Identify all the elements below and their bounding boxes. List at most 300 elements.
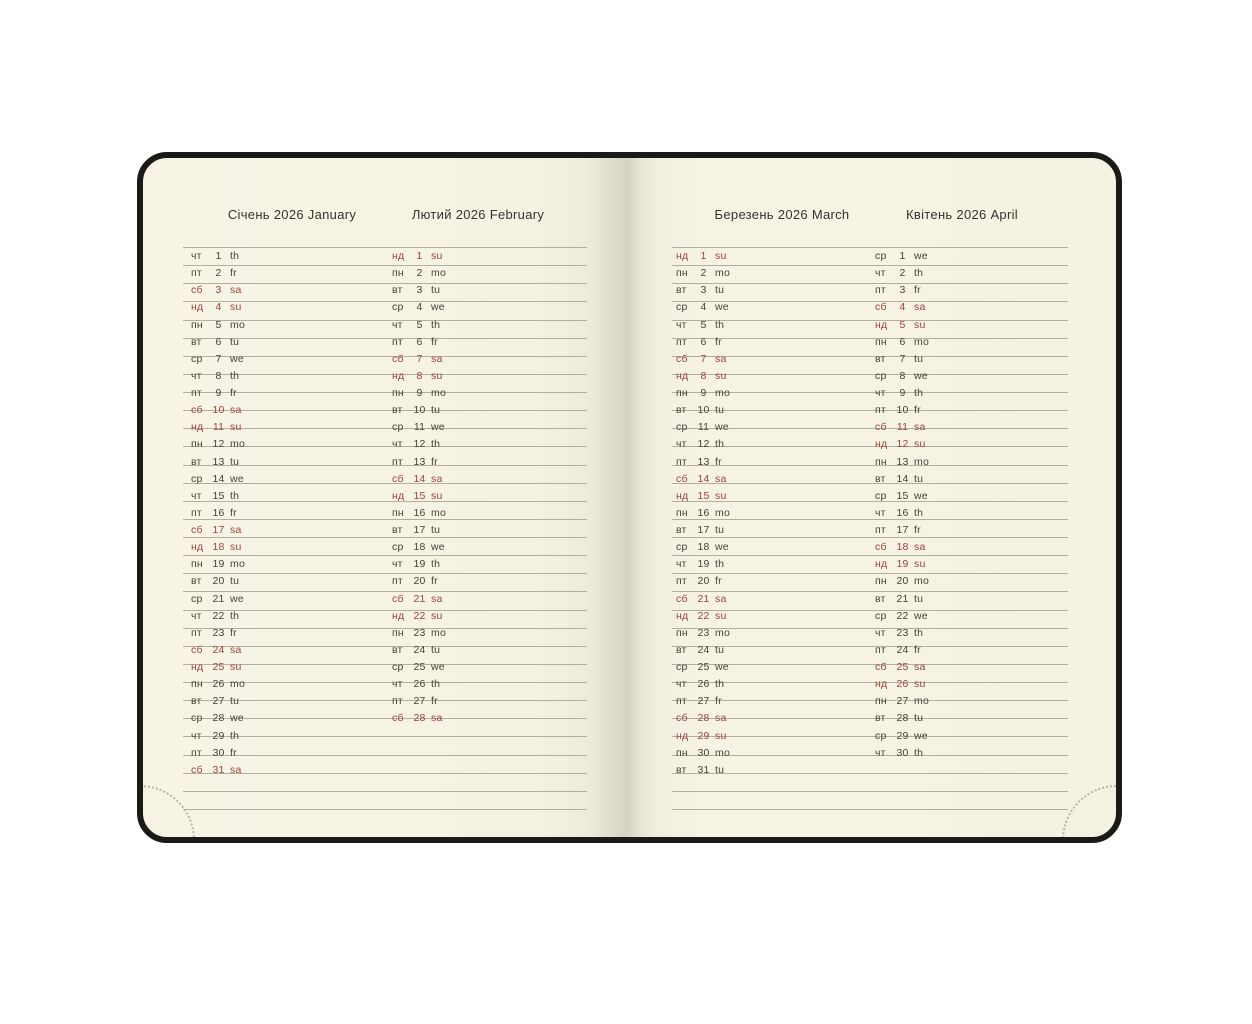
day-abbr-en: fr	[914, 524, 921, 536]
rule-line	[672, 266, 1068, 284]
day-row-april-3	[875, 282, 929, 299]
day-abbr-en: we	[431, 541, 445, 554]
day-abbr-ua: нд	[191, 661, 204, 673]
day-row-january-25	[191, 659, 245, 676]
day-row-april-15	[875, 488, 929, 505]
day-number: 22	[896, 609, 909, 622]
day-row-april-20	[875, 573, 929, 590]
day-number: 29	[212, 729, 225, 742]
day-abbr-ua: вт	[392, 284, 403, 297]
day-row-april-2	[875, 265, 929, 282]
day-row-april-17	[875, 522, 929, 539]
day-abbr-en: tu	[715, 763, 725, 776]
day-abbr-en: th	[715, 678, 725, 691]
day-abbr-ua: вт	[392, 643, 403, 656]
day-number: 11	[896, 421, 909, 434]
day-abbr-en: sa	[431, 592, 443, 605]
day-row-march-19	[676, 556, 730, 573]
rule-line	[672, 737, 1068, 755]
day-number: 18	[212, 541, 225, 554]
day-abbr-ua: пн	[676, 746, 688, 759]
day-abbr-en: th	[715, 438, 725, 451]
day-number: 15	[212, 489, 225, 502]
day-number: 23	[896, 626, 909, 639]
day-abbr-en: th	[914, 626, 924, 639]
day-number: 10	[413, 404, 426, 417]
day-abbr-ua: чт	[191, 729, 202, 742]
day-abbr-en: su	[715, 489, 727, 502]
day-abbr-ua: нд	[191, 301, 204, 314]
day-number: 8	[700, 369, 707, 382]
day-abbr-en: th	[914, 746, 924, 759]
rule-line	[672, 538, 1068, 556]
day-row-january-6	[191, 334, 245, 351]
day-number: 16	[212, 506, 225, 519]
day-abbr-en: su	[715, 609, 727, 622]
day-row-february-11	[392, 419, 446, 436]
rule-line	[672, 502, 1068, 520]
day-row-april-19	[875, 556, 929, 573]
day-abbr-ua: пн	[392, 626, 404, 639]
day-number: 26	[896, 678, 909, 691]
day-abbr-ua: нд	[392, 250, 405, 262]
day-abbr-en: su	[230, 541, 242, 554]
rule-line	[672, 574, 1068, 592]
day-abbr-en: sa	[230, 404, 242, 417]
day-number: 13	[413, 455, 426, 468]
day-abbr-en: mo	[431, 626, 446, 639]
day-abbr-ua: пт	[676, 455, 687, 468]
day-number: 7	[899, 352, 906, 365]
day-row-march-16	[676, 505, 730, 522]
day-abbr-en: th	[914, 506, 924, 519]
day-abbr-ua: ср	[875, 489, 887, 502]
day-number: 14	[697, 472, 710, 485]
day-number: 19	[212, 558, 225, 571]
day-row-april-13	[875, 454, 929, 471]
day-number: 2	[899, 267, 906, 280]
day-number: 2	[700, 267, 707, 280]
day-abbr-en: sa	[914, 301, 926, 314]
day-abbr-en: sa	[914, 421, 926, 434]
day-row-february-19	[392, 556, 446, 573]
day-row-april-16	[875, 505, 929, 522]
day-row-march-18	[676, 539, 730, 556]
day-number: 4	[215, 301, 222, 314]
day-abbr-ua: чт	[191, 250, 202, 262]
day-row-february-20	[392, 573, 446, 590]
day-row-march-27	[676, 693, 730, 710]
day-abbr-ua: чт	[676, 438, 687, 451]
day-row-february-1	[392, 248, 446, 265]
rule-line	[672, 484, 1068, 502]
day-abbr-ua: ср	[191, 592, 203, 605]
day-abbr-ua: пн	[392, 267, 404, 280]
day-row-february-9	[392, 385, 446, 402]
day-abbr-ua: пт	[875, 524, 886, 536]
day-abbr-ua: пт	[875, 404, 886, 417]
day-number: 23	[413, 626, 426, 639]
day-row-february-26	[392, 676, 446, 693]
day-abbr-en: fr	[715, 575, 722, 588]
day-abbr-en: tu	[230, 335, 240, 348]
day-row-january-1	[191, 248, 245, 265]
day-row-january-7	[191, 351, 245, 368]
day-abbr-ua: чт	[191, 369, 202, 382]
day-row-march-1	[676, 248, 730, 265]
day-abbr-ua: вт	[875, 592, 886, 605]
day-abbr-ua: вт	[676, 404, 687, 417]
day-abbr-en: fr	[230, 746, 237, 759]
day-number: 28	[212, 712, 225, 725]
rule-line	[672, 592, 1068, 610]
day-number: 17	[896, 524, 909, 536]
day-row-march-26	[676, 676, 730, 693]
day-number: 14	[413, 472, 426, 485]
day-abbr-en: fr	[715, 695, 722, 708]
day-row-february-22	[392, 608, 446, 625]
day-number: 1	[700, 250, 707, 262]
day-number: 12	[212, 438, 225, 451]
day-row-march-14	[676, 471, 730, 488]
day-abbr-en: mo	[914, 575, 929, 588]
day-row-january-5	[191, 317, 245, 334]
rule-line	[672, 339, 1068, 357]
day-row-april-28	[875, 710, 929, 727]
day-abbr-ua: вт	[875, 472, 886, 485]
day-abbr-en: tu	[914, 472, 924, 485]
day-number: 15	[697, 489, 710, 502]
day-number: 27	[896, 695, 909, 708]
day-abbr-ua: сб	[676, 472, 688, 485]
rule-line	[672, 375, 1068, 393]
day-row-april-24	[875, 642, 929, 659]
day-abbr-en: th	[431, 558, 441, 571]
day-row-march-5	[676, 317, 730, 334]
day-abbr-ua: ср	[191, 472, 203, 485]
day-abbr-ua: нд	[676, 369, 689, 382]
day-abbr-en: fr	[914, 404, 921, 417]
day-number: 1	[215, 250, 222, 262]
day-row-february-21	[392, 591, 446, 608]
day-abbr-en: tu	[715, 524, 725, 536]
day-row-january-18	[191, 539, 245, 556]
day-abbr-ua: сб	[191, 404, 203, 417]
day-row-april-6	[875, 334, 929, 351]
january-day-list	[191, 248, 245, 779]
day-abbr-en: sa	[715, 472, 727, 485]
day-row-february-2	[392, 265, 446, 282]
day-abbr-ua: пт	[875, 643, 886, 656]
day-abbr-ua: чт	[875, 746, 886, 759]
day-row-january-16	[191, 505, 245, 522]
day-abbr-ua: нд	[875, 318, 888, 331]
day-abbr-ua: нд	[676, 250, 689, 262]
day-abbr-en: we	[230, 352, 244, 365]
day-row-march-20	[676, 573, 730, 590]
day-row-february-23	[392, 625, 446, 642]
day-number: 10	[212, 404, 225, 417]
day-number: 28	[697, 712, 710, 725]
day-abbr-en: we	[715, 661, 729, 673]
day-row-march-2	[676, 265, 730, 282]
day-row-march-8	[676, 368, 730, 385]
day-number: 18	[413, 541, 426, 554]
day-abbr-ua: нд	[191, 421, 204, 434]
day-abbr-ua: ср	[875, 729, 887, 742]
day-number: 13	[697, 455, 710, 468]
day-abbr-en: fr	[230, 506, 237, 519]
day-number: 15	[896, 489, 909, 502]
day-abbr-ua: чт	[191, 609, 202, 622]
day-abbr-ua: пн	[191, 438, 203, 451]
day-abbr-ua: ср	[392, 301, 404, 314]
day-row-february-25	[392, 659, 446, 676]
day-abbr-en: we	[914, 609, 928, 622]
day-number: 5	[899, 318, 906, 331]
day-abbr-en: th	[914, 267, 924, 280]
day-abbr-en: th	[715, 318, 725, 331]
day-number: 30	[212, 746, 225, 759]
day-abbr-ua: ср	[676, 661, 688, 673]
day-row-april-1	[875, 248, 929, 265]
rule-line	[672, 683, 1068, 701]
day-number: 4	[700, 301, 707, 314]
day-abbr-ua: пт	[191, 506, 202, 519]
day-number: 17	[697, 524, 710, 536]
day-row-february-7	[392, 351, 446, 368]
day-row-january-29	[191, 728, 245, 745]
day-number: 24	[697, 643, 710, 656]
day-number: 6	[416, 335, 423, 348]
day-row-march-17	[676, 522, 730, 539]
day-abbr-en: we	[715, 541, 729, 554]
day-row-april-23	[875, 625, 929, 642]
day-number: 11	[697, 421, 710, 434]
day-number: 14	[212, 472, 225, 485]
day-abbr-ua: пн	[392, 387, 404, 399]
day-abbr-ua: ср	[875, 369, 887, 382]
day-abbr-en: su	[715, 369, 727, 382]
day-abbr-en: we	[914, 250, 928, 262]
month-title-january: Січень 2026 January	[227, 207, 357, 222]
day-abbr-ua: чт	[875, 267, 886, 280]
day-abbr-en: sa	[914, 661, 926, 673]
day-row-march-12	[676, 436, 730, 453]
day-abbr-ua: чт	[191, 489, 202, 502]
day-abbr-en: we	[914, 729, 928, 742]
day-row-january-11	[191, 419, 245, 436]
right-page-rule-lines	[672, 247, 1068, 810]
day-abbr-ua: чт	[392, 558, 403, 571]
day-abbr-en: mo	[431, 506, 446, 519]
day-abbr-en: mo	[914, 455, 929, 468]
day-number: 28	[413, 712, 426, 725]
day-abbr-en: we	[230, 472, 244, 485]
day-row-february-27	[392, 693, 446, 710]
day-row-april-14	[875, 471, 929, 488]
day-abbr-ua: чт	[392, 678, 403, 691]
day-abbr-ua: пт	[191, 626, 202, 639]
day-abbr-ua: сб	[875, 421, 887, 434]
day-abbr-en: fr	[230, 387, 237, 399]
day-number: 28	[896, 712, 909, 725]
day-row-february-14	[392, 471, 446, 488]
day-row-february-15	[392, 488, 446, 505]
day-row-april-5	[875, 317, 929, 334]
day-abbr-ua: вт	[676, 763, 687, 776]
day-abbr-ua: сб	[191, 763, 203, 776]
day-abbr-en: tu	[230, 455, 240, 468]
day-row-january-28	[191, 710, 245, 727]
day-abbr-en: sa	[431, 352, 443, 365]
day-row-april-12	[875, 436, 929, 453]
day-number: 27	[413, 695, 426, 708]
day-abbr-en: th	[230, 729, 240, 742]
day-number: 21	[413, 592, 426, 605]
rule-line	[672, 284, 1068, 302]
day-abbr-en: sa	[230, 524, 242, 536]
day-number: 24	[896, 643, 909, 656]
day-number: 12	[413, 438, 426, 451]
day-abbr-en: tu	[230, 695, 240, 708]
day-abbr-en: sa	[715, 592, 727, 605]
day-row-january-10	[191, 402, 245, 419]
day-abbr-en: mo	[715, 746, 730, 759]
day-abbr-ua: пт	[676, 695, 687, 708]
rule-line	[183, 792, 587, 810]
day-row-march-7	[676, 351, 730, 368]
rule-line	[672, 774, 1068, 792]
day-abbr-en: su	[715, 729, 727, 742]
day-abbr-ua: ср	[875, 250, 887, 262]
day-abbr-ua: чт	[676, 678, 687, 691]
day-row-january-12	[191, 436, 245, 453]
day-row-january-17	[191, 522, 245, 539]
rule-line	[672, 321, 1068, 339]
day-abbr-en: su	[431, 609, 443, 622]
day-abbr-en: mo	[914, 695, 929, 708]
day-abbr-en: mo	[715, 267, 730, 280]
day-number: 21	[697, 592, 710, 605]
rule-line	[672, 647, 1068, 665]
day-number: 19	[413, 558, 426, 571]
day-abbr-en: mo	[715, 387, 730, 399]
day-abbr-ua: пн	[875, 575, 887, 588]
day-abbr-en: tu	[230, 575, 240, 588]
day-abbr-en: th	[230, 250, 240, 262]
day-abbr-en: we	[431, 661, 445, 673]
rule-line	[672, 357, 1068, 375]
day-row-january-15	[191, 488, 245, 505]
day-row-january-21	[191, 591, 245, 608]
rule-line	[672, 302, 1068, 320]
rule-line	[672, 701, 1068, 719]
day-number: 19	[896, 558, 909, 571]
day-row-april-25	[875, 659, 929, 676]
day-row-march-22	[676, 608, 730, 625]
day-number: 20	[413, 575, 426, 588]
day-abbr-ua: нд	[676, 729, 689, 742]
day-abbr-en: mo	[230, 438, 245, 451]
day-abbr-ua: пн	[392, 506, 404, 519]
day-abbr-ua: пт	[392, 455, 403, 468]
day-abbr-en: su	[230, 661, 242, 673]
day-number: 3	[215, 284, 222, 297]
day-abbr-ua: сб	[392, 352, 404, 365]
day-row-february-12	[392, 436, 446, 453]
day-abbr-ua: чт	[676, 318, 687, 331]
day-abbr-en: we	[715, 421, 729, 434]
day-row-january-23	[191, 625, 245, 642]
day-abbr-en: mo	[230, 558, 245, 571]
day-abbr-ua: пт	[191, 746, 202, 759]
day-number: 9	[215, 387, 222, 399]
day-row-february-8	[392, 368, 446, 385]
day-abbr-en: we	[914, 369, 928, 382]
day-abbr-en: fr	[230, 626, 237, 639]
day-row-march-10	[676, 402, 730, 419]
day-row-march-9	[676, 385, 730, 402]
day-row-january-3	[191, 282, 245, 299]
day-abbr-en: su	[230, 301, 242, 314]
day-number: 30	[896, 746, 909, 759]
day-abbr-en: su	[230, 421, 242, 434]
day-row-april-7	[875, 351, 929, 368]
day-row-january-20	[191, 573, 245, 590]
day-abbr-en: fr	[914, 643, 921, 656]
day-row-march-30	[676, 745, 730, 762]
rule-line	[672, 248, 1068, 266]
day-number: 20	[697, 575, 710, 588]
day-number: 22	[212, 609, 225, 622]
rule-line	[672, 792, 1068, 810]
day-number: 2	[215, 267, 222, 280]
rule-line	[672, 611, 1068, 629]
day-number: 12	[896, 438, 909, 451]
day-abbr-ua: чт	[392, 318, 403, 331]
day-abbr-ua: пн	[875, 695, 887, 708]
day-abbr-ua: чт	[676, 558, 687, 571]
day-abbr-ua: ср	[676, 421, 688, 434]
day-number: 18	[896, 541, 909, 554]
day-abbr-en: tu	[715, 643, 725, 656]
day-row-april-30	[875, 745, 929, 762]
day-abbr-ua: пн	[875, 335, 887, 348]
day-abbr-ua: пн	[191, 558, 203, 571]
day-number: 8	[416, 369, 423, 382]
day-abbr-en: we	[230, 592, 244, 605]
day-abbr-en: fr	[715, 335, 722, 348]
day-abbr-ua: сб	[392, 592, 404, 605]
day-number: 31	[212, 763, 225, 776]
day-abbr-ua: пт	[191, 387, 202, 399]
day-row-january-8	[191, 368, 245, 385]
day-row-march-3	[676, 282, 730, 299]
day-abbr-en: mo	[230, 318, 245, 331]
day-row-april-9	[875, 385, 929, 402]
day-number: 10	[896, 404, 909, 417]
rule-line	[672, 719, 1068, 737]
day-abbr-ua: вт	[676, 643, 687, 656]
day-abbr-en: th	[431, 438, 441, 451]
day-abbr-en: th	[230, 369, 240, 382]
day-abbr-en: th	[431, 318, 441, 331]
day-abbr-ua: сб	[191, 284, 203, 297]
day-abbr-ua: ср	[392, 661, 404, 673]
day-abbr-ua: пн	[676, 387, 688, 399]
day-abbr-en: sa	[715, 352, 727, 365]
